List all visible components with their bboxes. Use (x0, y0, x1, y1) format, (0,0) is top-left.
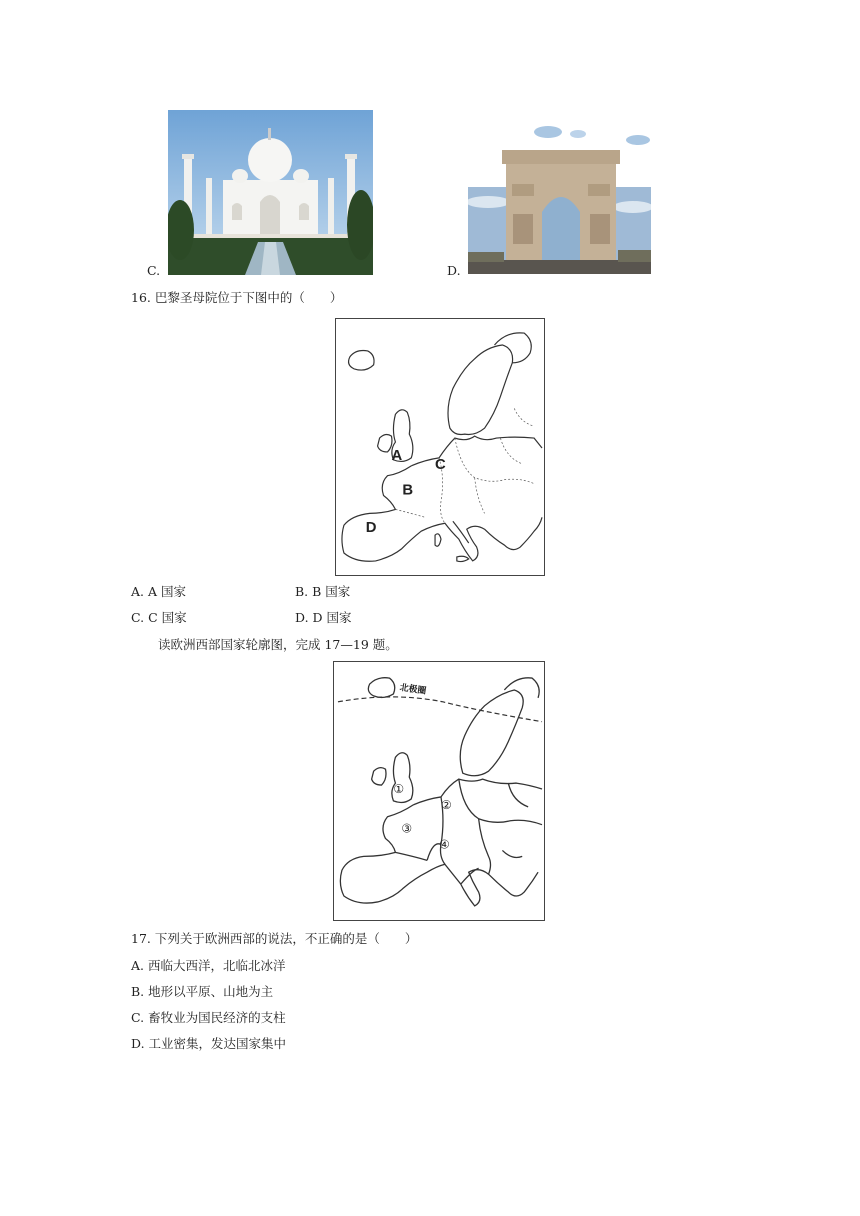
option-d-label: D. (447, 263, 461, 278)
map-label-a: A (391, 447, 403, 464)
q16-option-c: C. C 国家 (131, 610, 187, 625)
question-16-stem: 16. 巴黎圣母院位于下图中的（ ） (131, 290, 343, 305)
q17-option-b: B. 地形以平原、山地为主 (131, 984, 274, 999)
map-label-b: B (402, 482, 414, 499)
question-17-stem: 17. 下列关于欧洲西部的说法，不正确的是（ ） (131, 931, 418, 946)
intro-17-19: 读欧洲西部国家轮廓图，完成 17—19 题。 (158, 637, 398, 652)
arctic-circle-label: 北极圈 (399, 682, 427, 696)
q16-option-b: B. B 国家 (295, 584, 351, 599)
map-label-d: D (365, 520, 377, 537)
q17-option-a: A. 西临大西洋，北临北冰洋 (131, 958, 286, 973)
western-europe-map (333, 661, 545, 921)
marker-1: ① (393, 781, 405, 796)
taj-mahal-photo (168, 110, 373, 275)
q17-option-c: C. 畜牧业为国民经济的支柱 (131, 1010, 286, 1025)
option-c-label: C. (147, 263, 161, 278)
marker-3: ③ (401, 821, 413, 836)
marker-2: ② (440, 797, 452, 812)
marker-4: ④ (439, 837, 450, 852)
q16-option-a: A. A 国家 (131, 584, 186, 599)
arc-de-triomphe-photo (468, 112, 651, 274)
map-label-c: C (435, 456, 446, 473)
europe-map-abcd (335, 318, 545, 576)
q16-option-d: D. D 国家 (295, 610, 352, 625)
q17-option-d: D. 工业密集，发达国家集中 (131, 1036, 287, 1051)
